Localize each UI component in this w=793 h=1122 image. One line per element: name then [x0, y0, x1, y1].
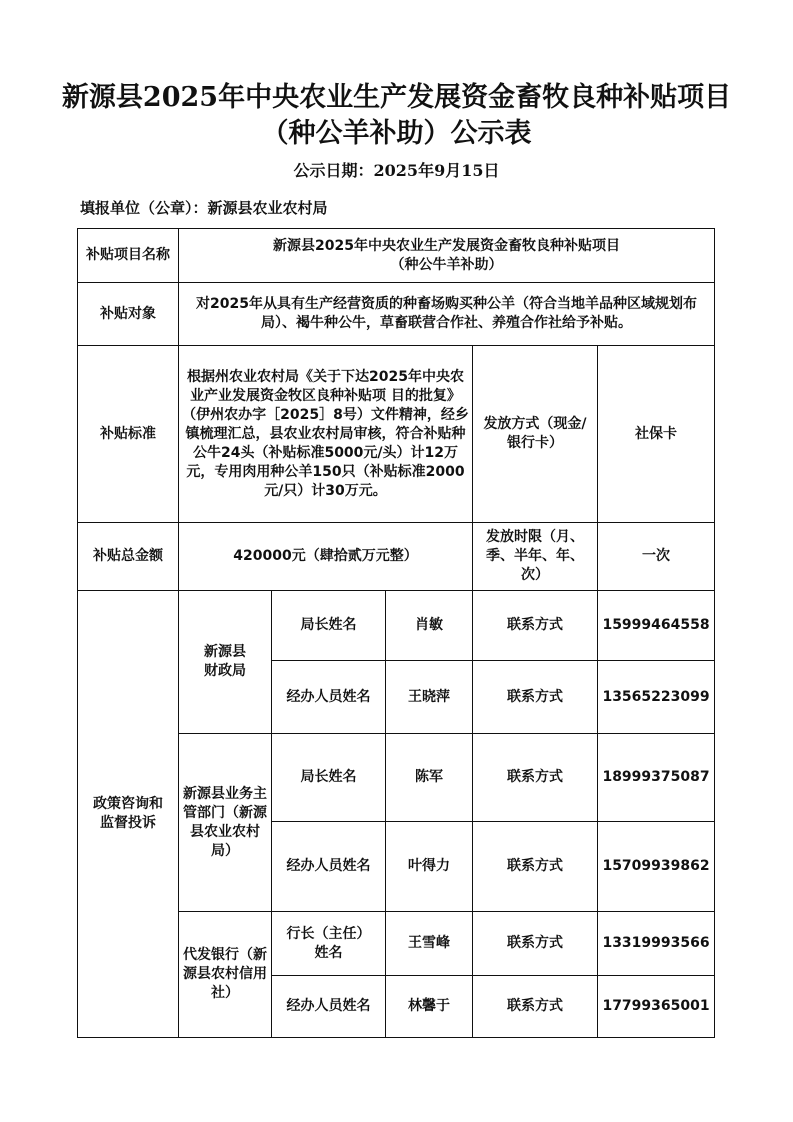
contact-name: 王晓萍	[386, 661, 473, 734]
department-name: 代发银行（新源县农村信用社）	[179, 912, 272, 1038]
department-name: 新源县财政局	[179, 591, 272, 734]
total-label: 补贴总金额	[78, 523, 179, 591]
publish-date: 公示日期：2025年9月15日	[293, 161, 500, 180]
contact-phone: 17799365001	[598, 976, 715, 1038]
contact-name: 叶得力	[386, 822, 473, 912]
contact-phone: 18999375087	[598, 734, 715, 822]
contact-phone: 15709939862	[598, 822, 715, 912]
payment-method-label: 发放方式（现金/银行卡）	[473, 346, 598, 523]
standard-row	[78, 346, 715, 523]
contact-method-label: 联系方式	[473, 912, 598, 976]
contact-method-label: 联系方式	[473, 976, 598, 1038]
total-row	[78, 523, 715, 591]
contact-role: 经办人员姓名	[272, 661, 386, 734]
contact-method-label: 联系方式	[473, 591, 598, 661]
supervision-label: 政策咨询和监督投诉	[78, 591, 179, 1038]
contact-phone: 13565223099	[598, 661, 715, 734]
project-name-label: 补贴项目名称	[78, 229, 179, 283]
document-title: 新源县2025年中央农业生产发展资金畜牧良种补贴项目（种公羊补助）公示表	[61, 82, 732, 149]
contact-phone: 13319993566	[598, 912, 715, 976]
contact-method-label: 联系方式	[473, 822, 598, 912]
standard-value: 根据州农业农村局《关于下达2025年中央农业产业发展资金牧区良种补贴项 目的批复》（伊州农办字［2025］8号）文件精神，经乡镇梳理汇总，县农业农村局审核，符合补贴种公牛24头（补贴标准5000元/头）计12万元，专用肉用种公羊150只（补贴标准2000元/只）计30万元。	[179, 346, 473, 523]
contact-phone: 15999464558	[598, 591, 715, 661]
contact-method-label: 联系方式	[473, 734, 598, 822]
department-name: 新源县业务主管部门（新源县农业农村局）	[179, 734, 272, 912]
target-label: 补贴对象	[78, 283, 179, 346]
target-row	[78, 283, 715, 346]
project-name-row	[78, 229, 715, 283]
contact-name: 王雪峰	[386, 912, 473, 976]
project-name-line2: （种公牛羊补助）	[390, 256, 503, 273]
contact-name: 陈军	[386, 734, 473, 822]
contact-role: 经办人员姓名	[272, 822, 386, 912]
contact-method-label: 联系方式	[473, 661, 598, 734]
payment-period-value: 一次	[598, 523, 715, 591]
contact-role: 局长姓名	[272, 591, 386, 661]
total-value: 420000元（肆拾贰万元整）	[179, 523, 473, 591]
project-name-value	[179, 229, 715, 283]
reporting-unit: 填报单位（公章）：新源县农业农村局	[80, 199, 328, 217]
contact-name: 肖敏	[386, 591, 473, 661]
target-value: 对2025年从具有生产经营资质的种畜场购买种公羊（符合当地羊品种区域规划布局）、褐牛种公牛，草畜联营合作社、养殖合作社给予补贴。	[179, 283, 715, 346]
payment-period-label: 发放时限（月、季、半年、年、次）	[473, 523, 598, 591]
contact-role: 行长（主任）姓名	[272, 912, 386, 976]
contact-role: 局长姓名	[272, 734, 386, 822]
standard-label: 补贴标准	[78, 346, 179, 523]
contact-row	[78, 591, 715, 661]
project-name-line1: 新源县2025年中央农业生产发展资金畜牧良种补贴项目	[273, 237, 621, 254]
contact-name: 林馨于	[386, 976, 473, 1038]
subsidy-table	[77, 228, 715, 1038]
contact-role: 经办人员姓名	[272, 976, 386, 1038]
payment-method-value: 社保卡	[598, 346, 715, 523]
